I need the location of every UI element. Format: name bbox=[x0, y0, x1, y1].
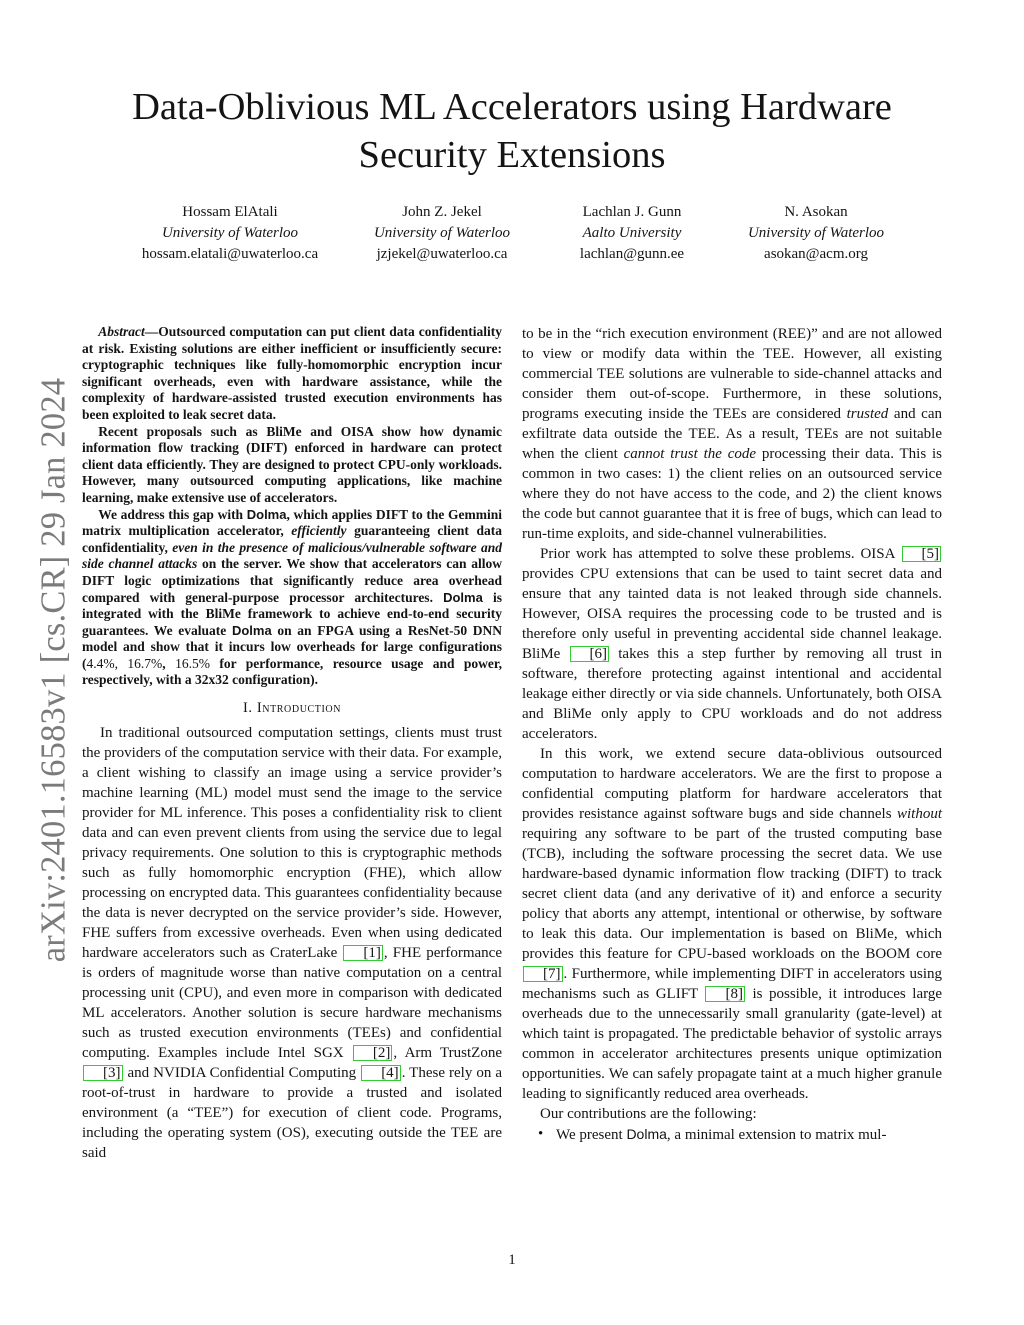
arxiv-stamp bbox=[24, 360, 84, 980]
list-item bbox=[522, 1124, 942, 1145]
author-name: Hossam ElAtali bbox=[182, 204, 278, 220]
introduction-left bbox=[82, 723, 502, 1163]
abstract-text: on the server. We show that accelerators can allow DIFT logic optimizations that significantly reduce area overhead compared with general-purpose processor architectures. bbox=[82, 556, 502, 605]
abstract-text: guaranteeing client data confidentiality, bbox=[82, 523, 502, 555]
citation-link[interactable]: [5] bbox=[902, 546, 942, 562]
value-separator: , bbox=[162, 655, 176, 671]
citation-link[interactable]: [2] bbox=[353, 1045, 393, 1061]
system-name: Dolma bbox=[231, 622, 272, 638]
author-email: jzjekel@uwaterloo.ca bbox=[376, 246, 508, 262]
abstract-text: We address this gap with bbox=[98, 506, 247, 522]
body-text: , FHE performance is orders of magnitude worse than native computation on a central processing unit (CPU), and even more in comparison with dedicated ML accelerators. Another solution is secure hardware mechanisms such as trusted execution environments (TEEs) and confidential computing. Examples include Intel SGX bbox=[82, 945, 502, 1062]
overhead-value: 16.5% bbox=[175, 655, 210, 671]
body-emphasis: trusted bbox=[846, 406, 889, 422]
overhead-value: 16.7% bbox=[127, 655, 163, 671]
abstract-text: , which applies DIFT to the Gemmini matrix multiplication accelerator, bbox=[82, 506, 503, 539]
author-block bbox=[332, 202, 552, 265]
author-block bbox=[706, 202, 926, 265]
body-text: We present bbox=[556, 1127, 627, 1143]
author-email: hossam.elatali@uwaterloo.ca bbox=[141, 246, 319, 262]
body-text: , Arm TrustZone bbox=[393, 1045, 502, 1062]
abstract-paragraph bbox=[82, 324, 502, 424]
abstract-text: is integrated with the BliMe framework to achieve end-to-end security guarantees. We evaluate bbox=[82, 589, 502, 638]
author-block bbox=[120, 202, 340, 265]
body-text: Prior work has attempted to solve these problems. OISA bbox=[540, 546, 901, 562]
citation-link[interactable]: [3] bbox=[83, 1065, 123, 1081]
body-text: and can exfiltrate data outside the TEE. As a result, TEEs are not suitable when the client bbox=[522, 406, 942, 462]
body-paragraph bbox=[522, 744, 942, 1104]
abstract-text: for performance, resource usage and power, respectively, with a 32x32 configuration). bbox=[82, 655, 503, 688]
abstract bbox=[82, 324, 502, 689]
body-paragraph bbox=[522, 544, 942, 744]
author-affiliation: University of Waterloo bbox=[373, 225, 511, 241]
citation-link[interactable]: [8] bbox=[705, 986, 745, 1002]
body-text: takes this a step further by removing all trust in software, therefore protecting against intentional and accidental leakage either directly or via side channels. Unfortunately, both OISA and BliMe only apply to CPU workloads and do not address accelerators. bbox=[522, 646, 942, 742]
body-emphasis: without bbox=[896, 806, 942, 822]
body-text: is possible, it introduces large overheads due to the unnecessarily small granularity (gate-level) at which taint is propagated. The predictable behavior of systolic arrays common in accelerator architectures presents unique optimization opportunities. We can safely propagate taint at a much higher granule leading to significantly reduced area overheads. bbox=[522, 986, 942, 1102]
abstract-text: Recent proposals such as BliMe and OISA show how dynamic information flow tracking (DIFT) enforced in hardware can protect client data efficiently. They are designed to protect CPU-only workloads. However, many outsourced computing applications, like machine learning, make extensive use of accelerators. bbox=[82, 423, 502, 505]
abstract-emphasis: efficiently bbox=[291, 523, 347, 539]
abstract-lead: Abstract bbox=[98, 324, 145, 339]
title-line-1: Data-Oblivious ML Accelerators using Hardware bbox=[132, 86, 892, 128]
author-affiliation: University of Waterloo bbox=[161, 225, 299, 241]
body-text: provides CPU extensions that can be used to taint secret data and ensure that any tainted data is not leaked through side channels. However, OISA requires the processing code to be trusted and is therefore only useful in preventing accidental side channel leakage. BliMe bbox=[522, 566, 942, 662]
body-text: to be in the “rich execution environment (REE)” and are not allowed to view or modify data within the TEE. However, all existing commercial TEE solutions are vulnerable to side-channel attacks and consider them out-of-scope. Furthermore, in these solutions, programs executing inside the TEEs are considered bbox=[522, 326, 942, 422]
body-text: In traditional outsourced computation settings, clients must trust the providers of the computation service with their data. For example, a client wishing to classify an image using a service provider’s machine learning (ML) model must send the image to the service provider for ML inference. This poses a confidentiality risk to client data and can even prevent clients from using the service due to legal privacy requirements. One solution to this is cryptographic methods such as fully homomorphic encryption (FHE), which allow processing on encrypted data. This guarantees confidentiality because the data is never decrypted on the service provider’s side. However, FHE suffers from excessive overheads. Even when using dedicated hardware accelerators such as CraterLake bbox=[82, 725, 502, 962]
arxiv-identifier: arXiv:2401.16583v1 [cs.CR] 29 Jan 2024 bbox=[34, 377, 73, 963]
body-text: . These rely on a root-of-trust in hardware to provide a trusted and isolated environment (a “TEE”) for execution of client code. Programs, including the operating system (OS), executing outside the TEE are said bbox=[82, 1065, 502, 1162]
author-email: lachlan@gunn.ee bbox=[579, 246, 685, 262]
contributions-list bbox=[522, 1124, 942, 1145]
abstract-paragraph bbox=[82, 424, 502, 507]
citation-link[interactable]: [4] bbox=[361, 1065, 401, 1081]
author-email: asokan@acm.org bbox=[764, 246, 868, 262]
author-affiliation: University of Waterloo bbox=[747, 225, 885, 241]
author-affiliation: Aalto University bbox=[582, 225, 682, 241]
body-paragraph: Our contributions are the following: bbox=[540, 1106, 757, 1122]
system-name: Dolma bbox=[443, 589, 483, 605]
left-column bbox=[82, 324, 502, 1163]
abstract-paragraph bbox=[82, 507, 502, 690]
citation-link[interactable]: [7] bbox=[523, 966, 563, 982]
introduction-right bbox=[522, 324, 942, 1145]
body-paragraph bbox=[82, 723, 502, 1163]
right-column bbox=[522, 324, 942, 1145]
citation-link[interactable]: [1] bbox=[343, 945, 383, 961]
body-text: In this work, we extend secure data-oblivious outsourced computation to hardware accelerators. We are the first to propose a confidential computing platform for hardware accelerators that provides resistance against software bugs and side channels bbox=[522, 746, 942, 822]
body-paragraph bbox=[522, 324, 942, 544]
paper-title bbox=[80, 83, 944, 179]
body-emphasis: cannot trust the code bbox=[623, 446, 757, 462]
body-text: processing their data. This is common in two cases: 1) the client relies on an outsourced service where they do not have access to the code, and 2) the client knows the code but cannot guarantee that it is free of bugs, which can lead to run-time exploits, and side-channel vulnerabilities. bbox=[522, 446, 943, 542]
page-number: 1 bbox=[508, 1252, 516, 1268]
abstract-text: on an FPGA using a ResNet-50 DNN model and show that it incurs low overheads for large configurations ( bbox=[82, 622, 503, 671]
overhead-value: 4.4% bbox=[86, 655, 115, 671]
title-line-2: Security Extensions bbox=[358, 134, 666, 176]
author-name: Lachlan J. Gunn bbox=[582, 204, 682, 220]
author-name: N. Asokan bbox=[784, 204, 848, 220]
author-name: John Z. Jekel bbox=[402, 204, 482, 220]
abstract-emphasis: even in the presence of malicious/vulnerable software and side channel attacks bbox=[82, 539, 502, 572]
value-separator: , bbox=[114, 655, 128, 671]
body-text: , a minimal extension to matrix mul- bbox=[666, 1127, 887, 1143]
body-text: and NVIDIA Confidential Computing bbox=[123, 1065, 361, 1082]
citation-link[interactable]: [6] bbox=[570, 646, 610, 662]
system-name: Dolma bbox=[626, 1126, 667, 1142]
body-text: . Furthermore, while implementing DIFT in accelerators using mechanisms such as GLIFT bbox=[522, 966, 942, 1002]
abstract-text: —Outsourced computation can put client data confidentiality at risk. Existing solutions are either inefficient or insufficiently secure: cryptographic techniques like fully-homomorphic encryption incur significant overheads, even with hardware assistance, while the complexity of hardware-assisted trusted execution environments has been exploited to leak secret data. bbox=[82, 324, 502, 422]
section-heading: I. Introduction bbox=[242, 700, 342, 717]
body-text: requiring any software to be part of the trusted computing base (TCB), including the software processing the secret data. We use hardware-based dynamic information flow tracking (DIFT) to track secret client data (and any derivative of it) and enforce a security policy that aborts any attempt, intentional or otherwise, by software to leak this data. Our implementation is based on BliMe, which provides this feature for CPU-based workloads on the BOOM core bbox=[522, 826, 942, 962]
system-name: Dolma bbox=[246, 506, 287, 522]
